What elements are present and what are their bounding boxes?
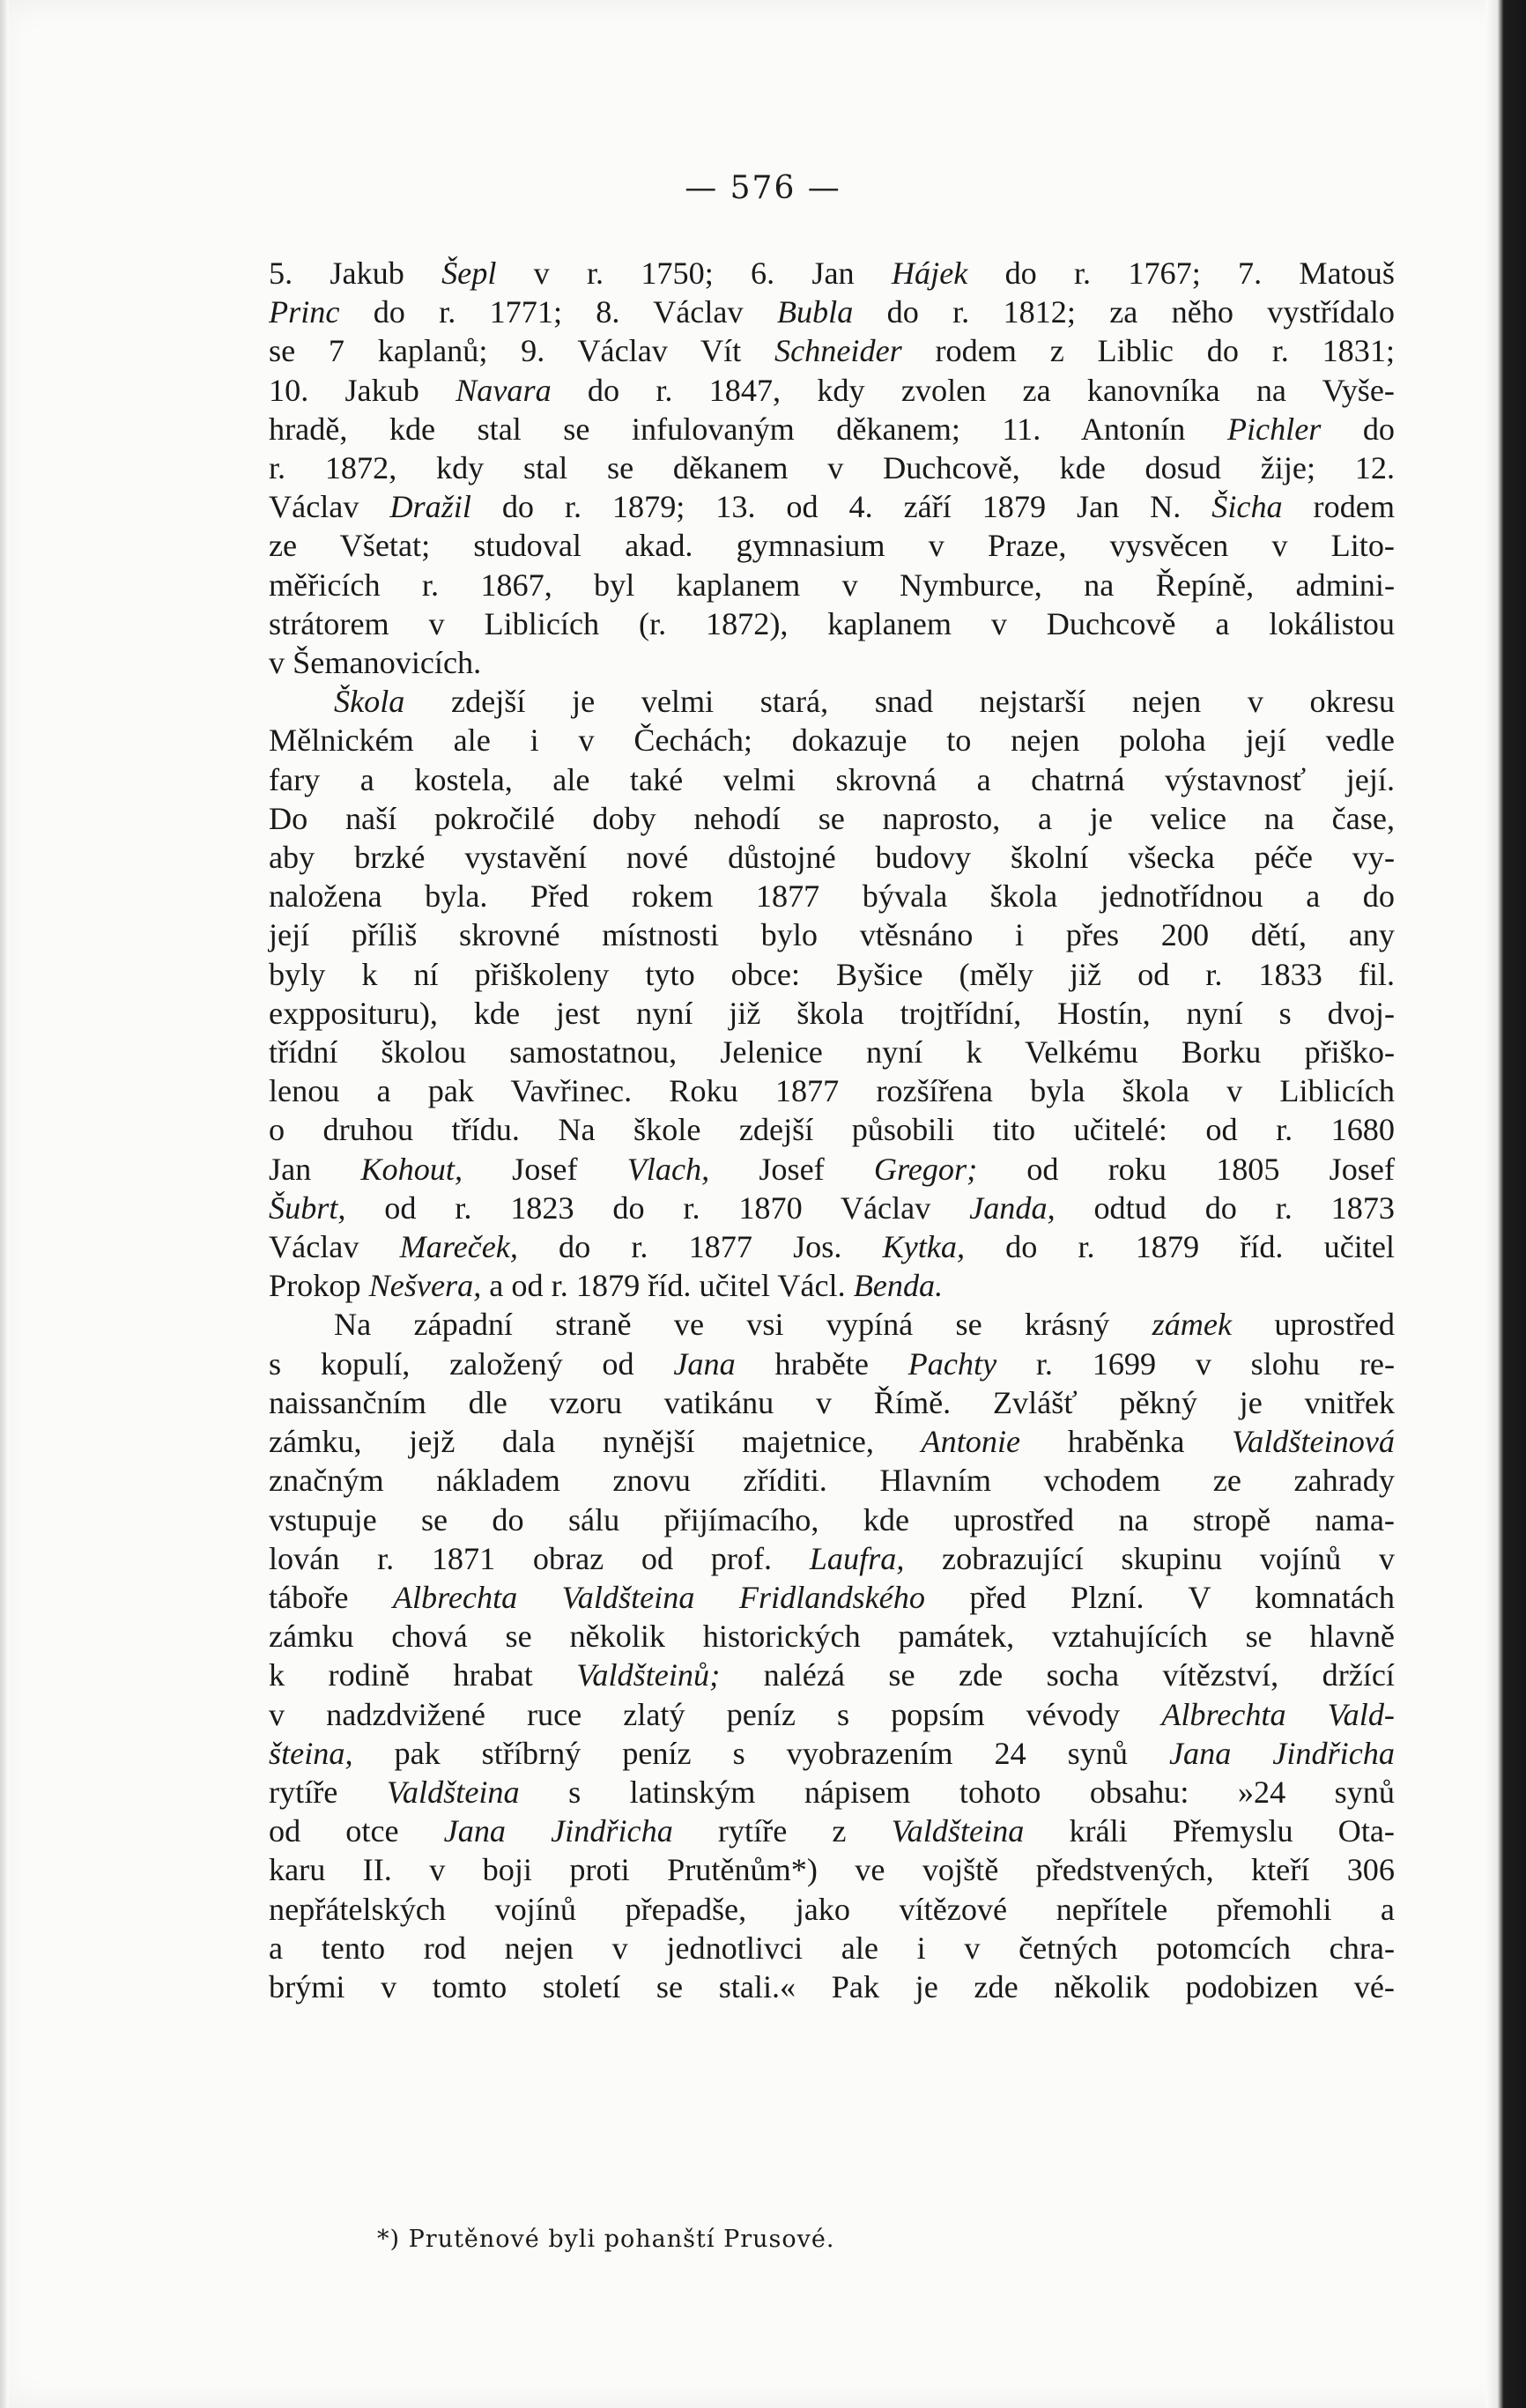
italic-name: Hájek [891,256,968,291]
italic-name: Škola [334,684,405,720]
italic-name: Valdšteina [386,1774,520,1810]
text-run: do r. 1812; za něho vystřídalo [853,294,1396,330]
text-run: do r. 1877 Jos. [517,1229,883,1265]
text-run: zdejší je velmi stará, snad nejstarší nejen v okresu [404,684,1395,720]
text-run: od otce [269,1813,444,1849]
text-run: značným nákladem znovu zříditi. Hlavním vchodem ze zahrady [269,1463,1395,1499]
text-line [269,799,1395,838]
italic-name: Valdšteinů; [576,1657,721,1693]
text-line [269,1695,1395,1734]
text-line [269,566,1395,604]
text-line [269,1227,1395,1266]
text-line [269,1345,1395,1383]
text-run: lován r. 1871 obraz od prof. [269,1540,810,1576]
text-run: strátorem v Liblicích (r. 1872), kaplanem v Duchcově a lokálistou [269,605,1395,641]
text-run: r. 1699 v slohu re- [996,1345,1395,1382]
page-right-dark-edge [1485,0,1526,2408]
text-line [269,293,1395,331]
italic-name: Bubla [776,294,854,330]
text-run: před Plzní. V komnatách [924,1579,1396,1615]
text-run: do r. 1879 říd. učitel [965,1229,1395,1265]
italic-name: zámek [1152,1307,1233,1343]
text-line [269,1266,1395,1305]
text-run: r. 1872, kdy stal se děkanem v Duchcově, kde dosud žije; 12. [269,450,1395,486]
text-run: naissančním dle vzoru vatikánu v Římě. Zvlášť pěkný je vnitřek [269,1384,1395,1420]
text-run: a tento rod nejen v jednotlivci ale i v četných potomcích chra- [269,1930,1395,1966]
text-line [269,1383,1395,1422]
text-run: zámku, jejž dala nynější majetnice, [269,1424,922,1460]
text-run: rytíře z [672,1813,892,1849]
text-run: se 7 kaplanů; 9. Václav Vít [269,333,775,369]
italic-name: Navara [456,372,552,408]
text-run: nalézá se zde socha vítězství, držící [720,1657,1395,1693]
text-line [269,371,1395,410]
text-line [269,1656,1395,1694]
italic-name: Nešvera, [368,1268,482,1304]
italic-name: Janda, [969,1189,1056,1226]
text-run: do r. 1879; 13. od 4. září 1879 Jan N. [470,489,1212,525]
text-run: expposituru), kde jest nyní již škola trojtřídní, Hostín, nyní s dvoj- [269,995,1395,1031]
text-run: Mělnickém ale i v Čechách; dokazuje to nejen poloha její vedle [269,722,1395,759]
text-line [269,1110,1395,1149]
text-run: Jan [269,1151,361,1187]
text-run: uprostřed [1232,1307,1395,1343]
text-line [269,1461,1395,1500]
text-line [269,1539,1395,1578]
text-line [269,1812,1395,1850]
text-run: karu II. v boji proti Prutěnům*) ve vojště předstvených, kteří 306 [269,1852,1395,1888]
text-run: k rodině hrabat [269,1657,577,1693]
italic-name: Šicha [1211,489,1283,525]
text-line [269,1850,1395,1889]
text-run: aby brzké vystavění nové důstojné budovy školní všecka péče vy- [269,840,1395,876]
text-run: v r. 1750; 6. Jan [496,256,892,291]
text-run: Václav [269,1229,400,1265]
text-line [269,448,1395,487]
text-line [269,915,1395,954]
text-run: zobrazující skupinu vojínů v [904,1540,1395,1576]
text-line [269,1578,1395,1617]
text-run: do r. 1767; 7. Matouš [967,256,1395,291]
text-run: odtud do r. 1873 [1055,1189,1396,1226]
text-run: naložena byla. Před rokem 1877 bývala škola jednotřídnou a do [269,878,1395,915]
text-line [269,1033,1395,1071]
text-line [269,1500,1395,1539]
italic-name: Mareček, [399,1229,518,1265]
text-run: a od r. 1879 říd. učitel Václ. [481,1268,854,1304]
text-run: hraběte [735,1345,908,1382]
text-run: rytíře [269,1774,387,1810]
italic-name: Laufra, [809,1540,905,1576]
text-line [269,410,1395,448]
page-number: — 576 — [685,170,841,206]
text-run: vstupuje se do sálu přijímacího, kde uprostřed na stropě nama- [269,1501,1395,1537]
text-run: zámku chová se několik historických památek, vztahujících se hlavně [269,1619,1395,1655]
text-run: brými v tomto století se stali.« Pak je zde několik podobizen vé- [269,1968,1395,2004]
italic-name: Albrechta Valdšteina Fridlandského [392,1579,925,1615]
text-run: třídní školou samostatnou, Jelenice nyní k Velkému Borku přiško- [269,1034,1395,1071]
footnote: *) Prutěnové byli pohanští Prusové. [377,2226,835,2253]
text-run: lenou a pak Vavřinec. Roku 1877 rozšířena byla škola v Liblicích [269,1073,1395,1109]
text-run: v nadzdvižené ruce zlatý peníz s popsím vévody [269,1696,1162,1732]
italic-name: Princ [269,294,340,330]
text-line [269,721,1395,759]
text-run: 5. Jakub [269,256,442,291]
text-run: do r. 1771; 8. Václav [339,294,777,330]
italic-name: Schneider [774,333,902,369]
text-run: o druhou třídu. Na škole zdejší působili tito učitelé: od r. 1680 [269,1112,1395,1148]
italic-name: šteina, [269,1735,353,1771]
text-line [269,838,1395,877]
text-line [269,331,1395,370]
text-run: fary a kostela, ale také velmi skrovná a chatrná výstavnosť její. [269,761,1395,797]
text-line [269,1929,1395,1967]
text-run: v Šemanovicích. [269,645,482,681]
text-line [269,604,1395,643]
text-line [269,1967,1395,2006]
italic-name: Dražil [389,489,471,525]
text-run: Josef [463,1151,627,1187]
text-run: králi Přemyslu Ota- [1024,1813,1395,1849]
text-line [269,1071,1395,1110]
italic-name: Albrechta Vald- [1161,1696,1395,1732]
text-run: Josef [709,1151,874,1187]
text-line [269,487,1395,526]
text-line [269,682,1395,721]
text-run: do r. 1847, kdy zvolen za kanovníka na Vyše- [551,372,1395,408]
text-line [269,1305,1395,1344]
text-run: hraběnka [1020,1424,1233,1460]
text-run: nepřátelských vojínů přepadše, jako vítězové nepřítele přemohli a [269,1891,1395,1927]
text-line [269,1773,1395,1812]
italic-name: Jana Jindřicha [1168,1735,1395,1771]
italic-name: Kytka, [882,1229,966,1265]
italic-name: Pichler [1226,411,1322,447]
text-run: měřicích r. 1867, byl kaplanem v Nymburce, na Řepíně, admini- [269,567,1395,603]
text-line [269,1422,1395,1461]
text-run: Prokop [269,1268,369,1304]
text-run: byly k ní přiškoleny tyto obce: Byšice (měly již od r. 1833 fil. [269,956,1395,992]
text-line [269,760,1395,799]
text-run: její příliš skrovné místnosti bylo vtěsnáno i přes 200 dětí, any [269,917,1395,953]
text-line [269,526,1395,565]
text-line [269,1189,1395,1227]
italic-name: Pachty [907,1345,997,1382]
italic-name: Šepl [441,256,497,291]
italic-name: Gregor; [873,1151,978,1187]
italic-name: Jana [673,1345,736,1382]
italic-name: Antonie [921,1424,1021,1460]
text-run: ze Všetat; studoval akad. gymnasium v Praze, vysvěcen v Lito- [269,528,1395,564]
italic-name: Valdšteina [891,1813,1025,1849]
text-run: do [1321,411,1396,447]
text-line [269,955,1395,994]
text-run: Na západní straně ve vsi vypíná se krásný [334,1307,1152,1343]
text-run: 10. Jakub [269,372,456,408]
text-run: s latinským nápisem tohoto obsahu: »24 synů [519,1774,1395,1810]
italic-name: Valdšteinová [1232,1424,1395,1460]
text-run: od roku 1805 Josef [977,1151,1395,1187]
italic-name: Jana Jindřicha [443,1813,673,1849]
text-run: hradě, kde stal se infulovaným děkanem; 11. Antonín [269,411,1227,447]
text-line [269,877,1395,915]
text-run: rodem z Liblic do r. 1831; [901,333,1395,369]
italic-name: Vlach, [626,1151,710,1187]
text-run: od r. 1823 do r. 1870 Václav [345,1189,970,1226]
text-line [269,994,1395,1033]
text-run: pak stříbrný peníz s vyobrazením 24 synů [352,1735,1169,1771]
text-run: táboře [269,1579,393,1615]
italic-name: Šubrt, [269,1189,346,1226]
text-line [269,1150,1395,1189]
text-line [269,1617,1395,1656]
text-line [269,643,1395,682]
text-run: s kopulí, založený od [269,1345,674,1382]
text-run: Václav [269,489,390,525]
text-line [269,1890,1395,1929]
text-line [269,1734,1395,1773]
italic-name: Benda. [853,1268,944,1304]
text-line [269,254,1395,293]
italic-name: Kohout, [360,1151,463,1187]
text-run: rodem [1282,489,1395,525]
body-text [269,254,1395,2006]
page-left-shadow [0,0,9,2408]
text-run: Do naší pokročilé doby nehodí se naprosto, a je velice na čase, [269,800,1395,836]
